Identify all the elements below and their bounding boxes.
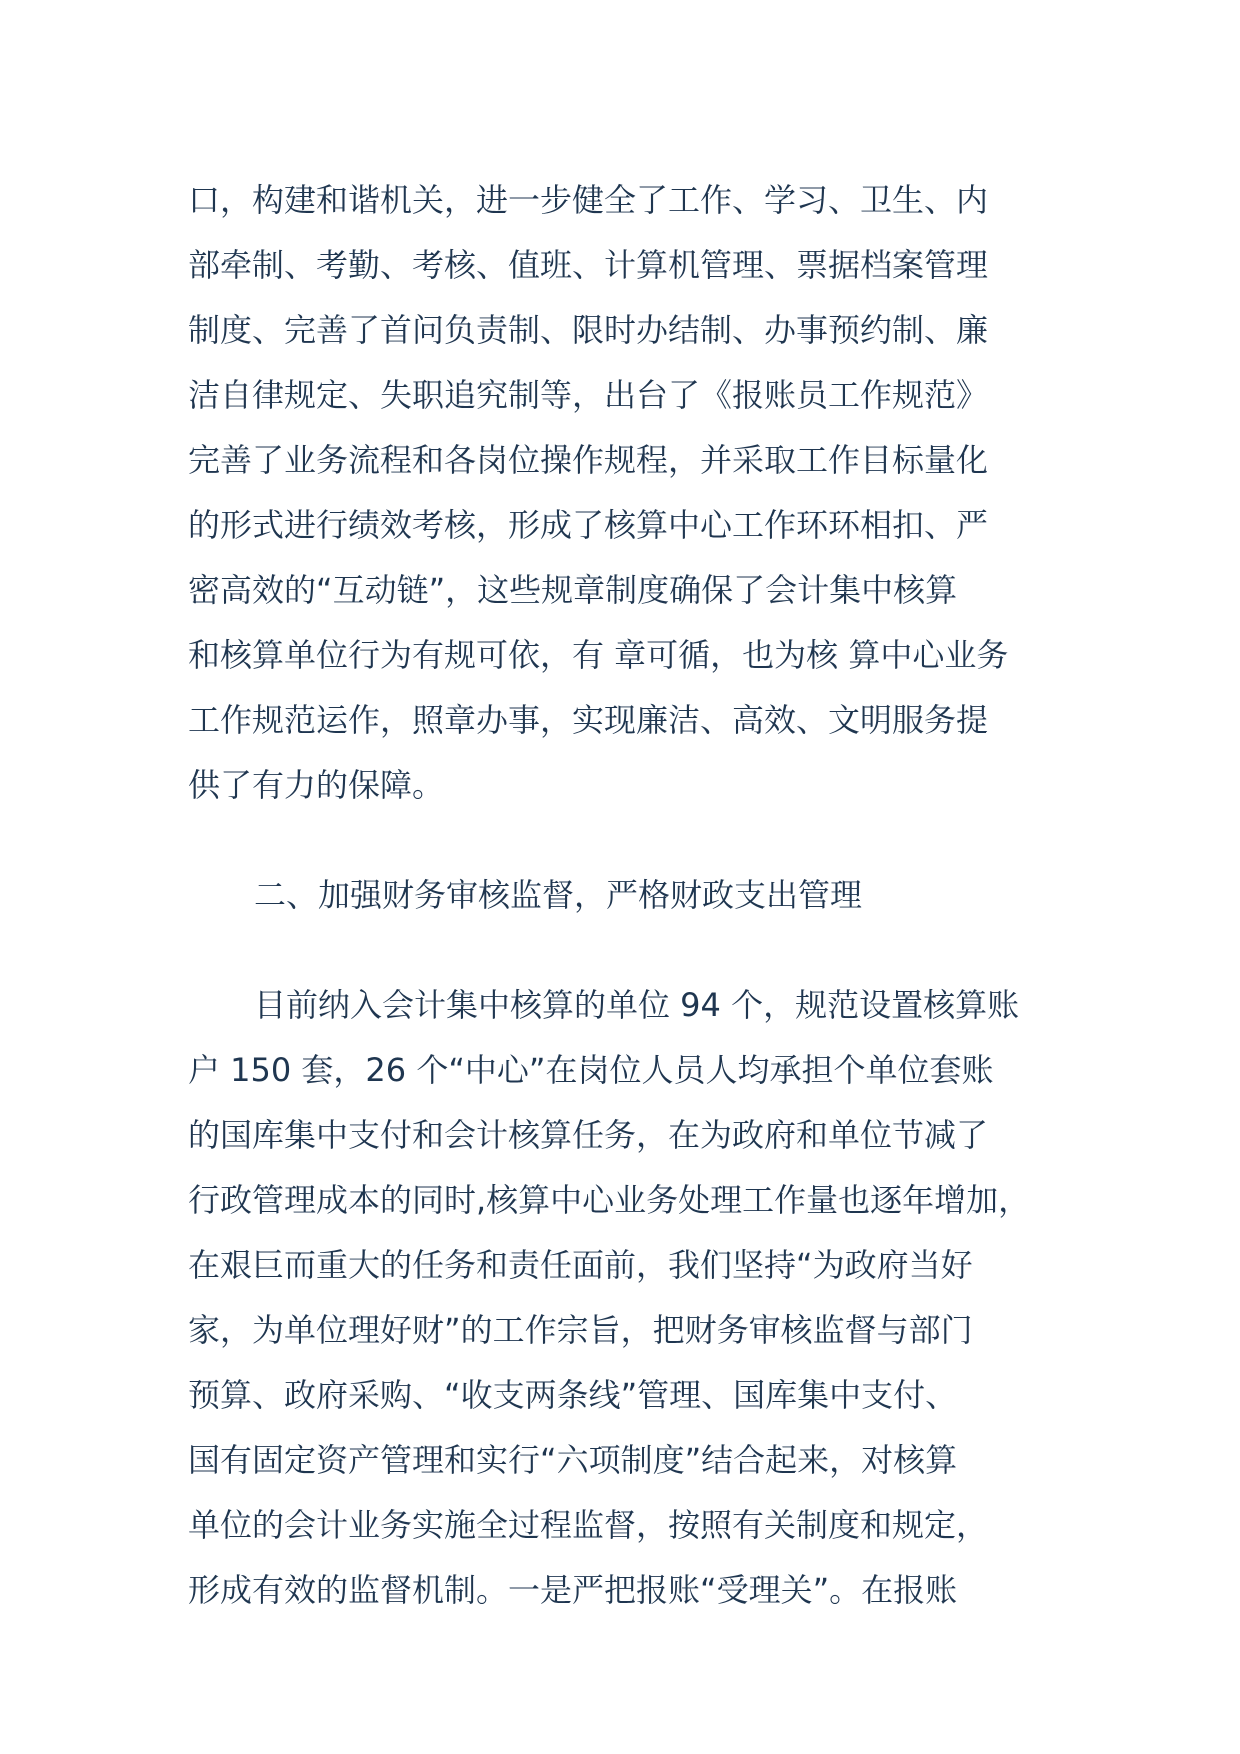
paragraph-spacer — [188, 818, 1068, 863]
text-line: 供了有力的保障。 — [188, 766, 445, 804]
text-line: 形成有效的监督机制。一是严把报账“受理关”。在报账 — [188, 1571, 958, 1609]
paragraph-2 — [188, 973, 1068, 1623]
paragraph-spacer — [188, 928, 1068, 973]
text-line: 洁自律规定、失职追究制等，出台了《报账员工作规范》 — [188, 376, 989, 414]
text-line: 预算、政府采购、“收支两条线”管理、国库集中支付、 — [188, 1376, 958, 1414]
text-line: 的形式进行绩效考核，形成了核算中心工作环环相扣、严 — [188, 506, 989, 544]
text-line: 在艰巨而重大的任务和责任面前，我们坚持“为政府当好 — [188, 1246, 973, 1284]
text-line: 户 150 套，26 个“中心”在岗位人员人均承担个单位套账 — [188, 1051, 994, 1089]
text-line: 和核算单位行为有规可依，有 章可循，也为核 算中心业务 — [188, 636, 1009, 674]
text-line: 单位的会计业务实施全过程监督，按照有关制度和规定， — [188, 1506, 989, 1544]
text-line: 制度、完善了首问负责制、限时办结制、办事预约制、廉 — [188, 311, 989, 349]
document-body — [188, 168, 1068, 1623]
text-line: 目前纳入会计集中核算的单位 94 个，规范设置核算账 — [254, 986, 1020, 1024]
text-line: 工作规范运作，照章办事，实现廉洁、高效、文明服务提 — [188, 701, 989, 739]
text-line: 家，为单位理好财”的工作宗旨，把财务审核监督与部门 — [188, 1311, 973, 1349]
paragraph-1 — [188, 168, 1068, 818]
text-line: 部牵制、考勤、考核、值班、计算机管理、票据档案管理 — [188, 246, 989, 284]
section-heading: 二、加强财务审核监督，严格财政支出管理 — [254, 876, 863, 914]
text-line: 的国库集中支付和会计核算任务，在为政府和单位节减了 — [188, 1116, 989, 1154]
text-line: 行政管理成本的同时,核算中心业务处理工作量也逐年增加， — [188, 1181, 1031, 1219]
text-line: 完善了业务流程和各岗位操作规程，并采取工作目标量化 — [188, 441, 989, 479]
text-line: 密高效的“互动链”，这些规章制度确保了会计集中核算 — [188, 571, 958, 609]
text-line: 国有固定资产管理和实行“六项制度”结合起来，对核算 — [188, 1441, 958, 1479]
text-line: 口，构建和谐机关，进一步健全了工作、学习、卫生、内 — [188, 181, 989, 219]
